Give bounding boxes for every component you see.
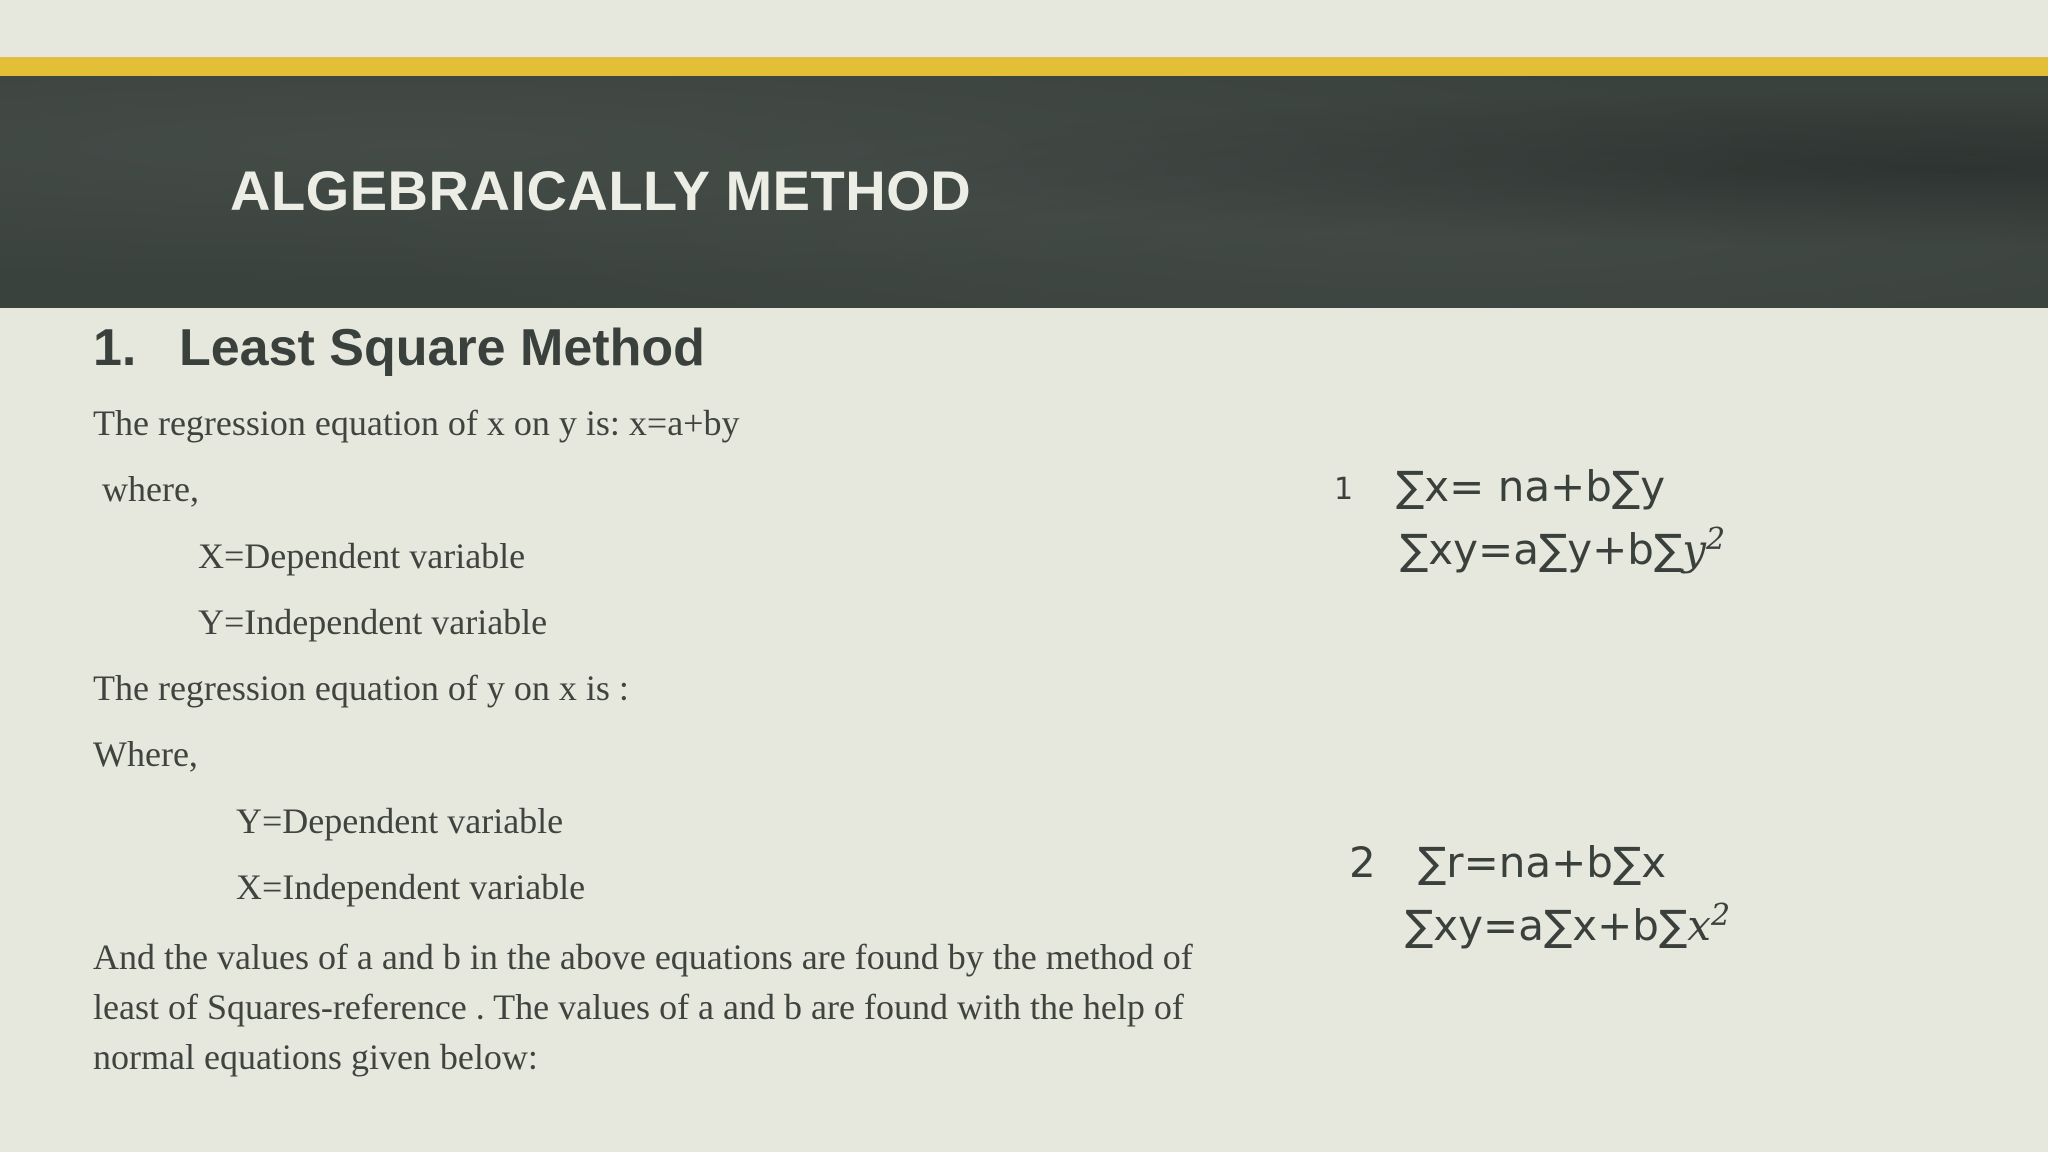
regression-y-on-x-line: The regression equation of y on x is : xyxy=(93,668,629,708)
section-heading xyxy=(93,318,705,378)
equation-2b-variable: x xyxy=(1687,901,1711,950)
equation-1b xyxy=(1400,522,1725,574)
equation-1b-prefix: ∑xy=a∑y+b∑ xyxy=(1400,525,1683,574)
equation-2b-prefix: ∑xy=a∑x+b∑ xyxy=(1405,901,1688,950)
slide-title: ALGEBRAICALLY METHOD xyxy=(230,159,972,222)
equation-2b-exponent: 2 xyxy=(1710,898,1731,933)
regression-x-on-y-line: The regression equation of x on y is: x=a+by xyxy=(93,403,740,443)
normal-equations-paragraph: And the values of a and b in the above equations are found by the method of least of Squares-reference . The values of a and b are found with the help of normal equations given below: xyxy=(93,937,1193,1077)
equation-2b xyxy=(1405,898,1730,950)
where-label-2: Where, xyxy=(93,734,198,774)
equation-2a: ∑r=na+b∑x xyxy=(1418,838,1667,887)
y-independent-line: Y=Independent variable xyxy=(198,602,548,642)
equation-1b-variable: y xyxy=(1682,525,1706,574)
section-number: 1. xyxy=(93,319,137,377)
section-title: Least Square Method xyxy=(179,319,705,377)
x-independent-line: X=Independent variable xyxy=(236,867,586,907)
title-banner xyxy=(0,76,2048,308)
equation-1b-exponent: 2 xyxy=(1705,522,1726,557)
equation-set-2-number: 2 xyxy=(1349,838,1376,887)
where-label-1: where, xyxy=(102,469,199,509)
equation-1a: ∑x= na+b∑y xyxy=(1396,462,1666,511)
x-dependent-line: X=Dependent variable xyxy=(198,536,526,576)
accent-bar xyxy=(0,57,2048,76)
y-dependent-line: Y=Dependent variable xyxy=(236,801,564,841)
equation-set-1-number: 1 xyxy=(1334,472,1354,507)
